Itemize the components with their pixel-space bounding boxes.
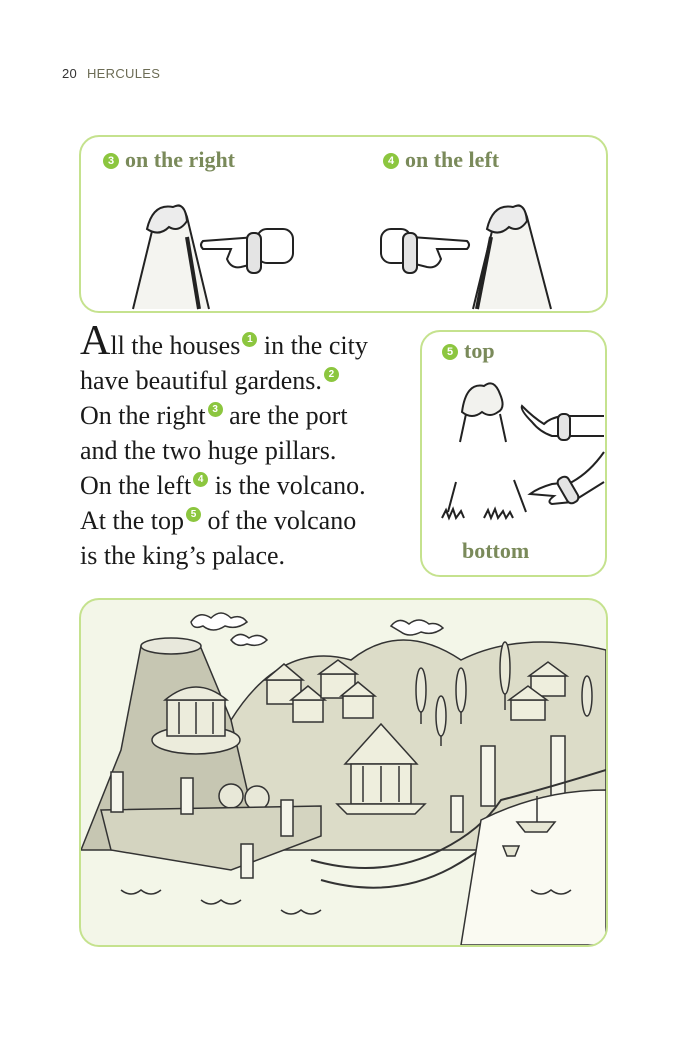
- label-on-the-right: 3 on the right: [103, 147, 235, 173]
- story-line-6: At the top 5 of the volcano: [80, 506, 357, 535]
- volcano-top-icon: [460, 383, 506, 442]
- page-number: 20: [62, 66, 78, 81]
- volcano-icon: [133, 205, 209, 309]
- cloud-icon: [391, 620, 443, 635]
- story-line-3: On the right 3 are the port: [80, 401, 348, 430]
- label-on-the-left: 4 on the left: [383, 147, 499, 173]
- right-left-illustration-box: [79, 135, 608, 313]
- hand-pointing-left-icon: [522, 406, 604, 440]
- story-line-1: All the houses 1 in the city: [80, 318, 368, 364]
- story-line-5: On the left 4 is the volcano.: [80, 471, 366, 500]
- city-map-illustration: [79, 598, 608, 947]
- top-bottom-drawing: [422, 332, 605, 575]
- hand-pointing-right-icon: [381, 229, 469, 273]
- story-line-7: is the king’s palace.: [80, 541, 286, 570]
- label-top: 5 top: [442, 338, 495, 364]
- volcano-icon: [473, 205, 551, 309]
- story-line-2: have beautiful gardens. 2: [80, 363, 420, 398]
- hand-pointing-left-icon: [530, 452, 604, 505]
- label-bottom: bottom: [462, 538, 530, 563]
- footnote-badge: 5: [186, 507, 201, 522]
- footnote-badge: 1: [242, 332, 257, 347]
- story-paragraph: [80, 318, 420, 573]
- right-left-drawing: [81, 137, 606, 311]
- hand-pointing-left-icon: [201, 229, 293, 273]
- footnote-badge: 2: [324, 367, 339, 382]
- page-header: [62, 66, 160, 81]
- number-badge-3: 3: [103, 153, 119, 169]
- footnote-badge: 3: [208, 402, 223, 417]
- story-line-4: and the two huge pillars.: [80, 436, 337, 465]
- book-title: HERCULES: [86, 66, 161, 81]
- cloud-icon: [191, 613, 247, 630]
- volcano-bottom-icon: [442, 480, 526, 518]
- top-bottom-illustration-box: [420, 330, 607, 577]
- footnote-badge: 4: [193, 472, 208, 487]
- drop-cap: A: [80, 318, 111, 364]
- cloud-icon: [231, 634, 267, 645]
- number-badge-5: 5: [442, 344, 458, 360]
- city-drawing: [81, 600, 606, 945]
- number-badge-4: 4: [383, 153, 399, 169]
